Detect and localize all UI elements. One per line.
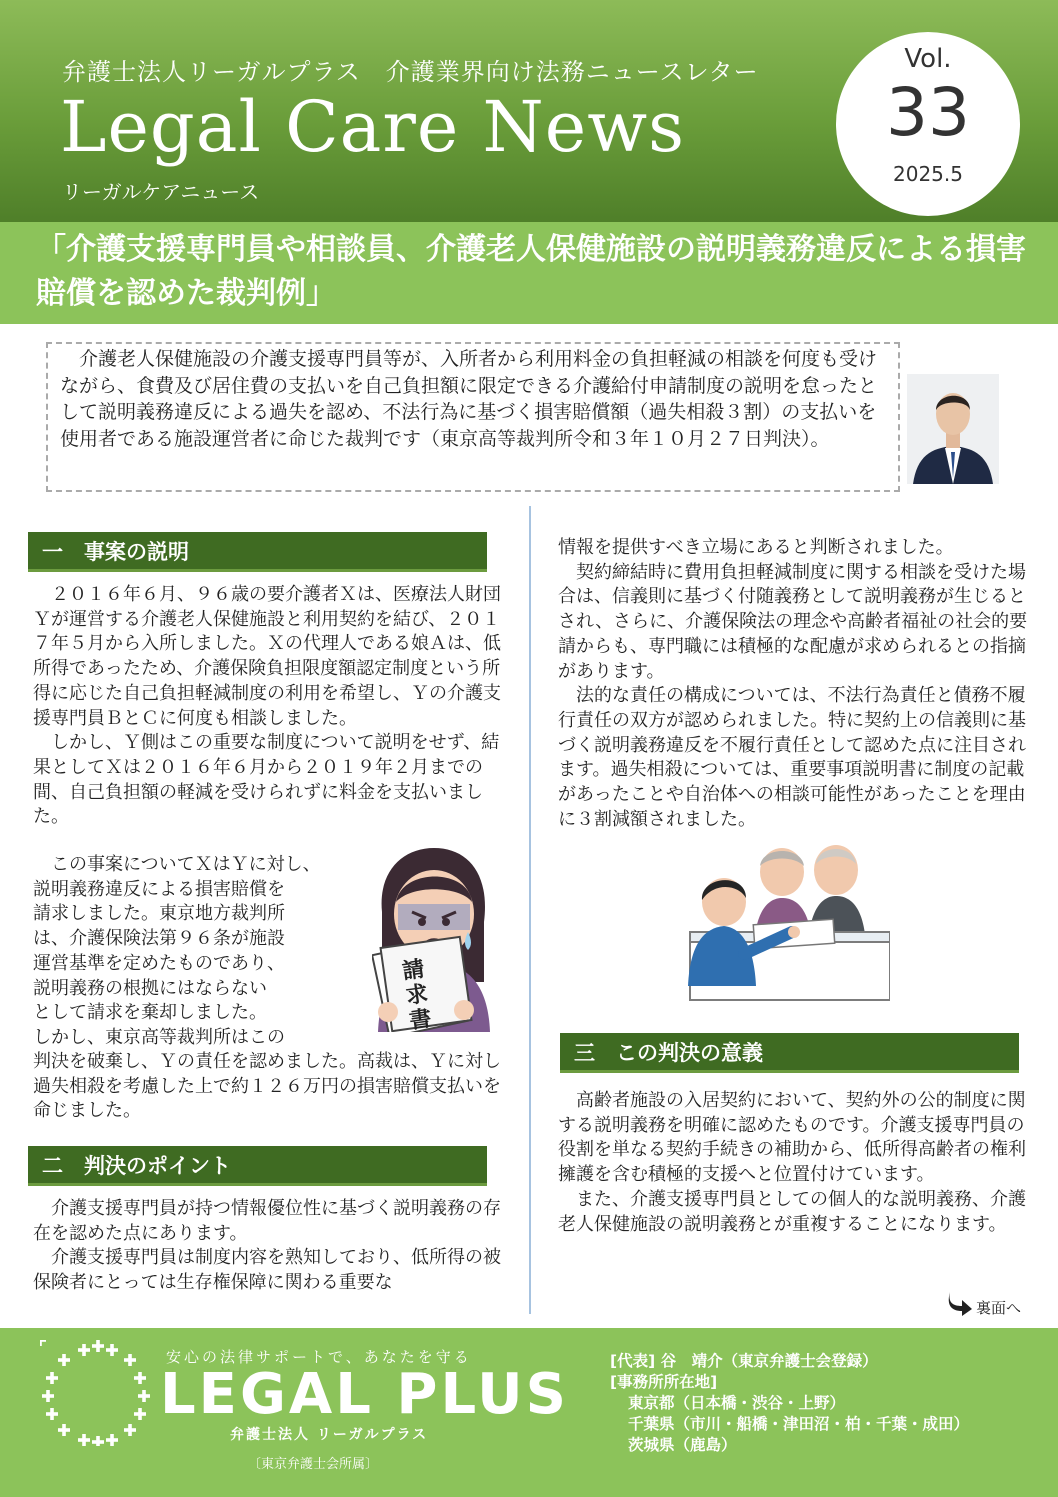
section-3-heading: 三 この判決の意義: [560, 1033, 1019, 1073]
section-1-paragraph-1: ２０１６年６月、９６歳の要介護者Ｘは、医療法人財団Ｙが運営する介護老人保健施設と利用契約を結び、２０１７年５月から入所しました。Ｘの代理人である娘Ａは、低所得であったため、介護保険負担限度額認定制度という所得に応じた自己負担軽減制度の利用を希望し、Ｙの介護支援専門員ＢとＣに何度も相談しました。: [33, 584, 501, 729]
office-location: 千葉県（市川・船橋・津田沼・柏・千葉・成田）: [628, 1415, 970, 1433]
volume-label: Vol.: [904, 44, 952, 74]
legal-plus-logo-mark-icon: [40, 1340, 152, 1446]
claim-illustration: [372, 842, 494, 1035]
section-1-closing: 判決を破棄し、Ｙの責任を認めました。高裁は、Ｙに対し過失相殺を考慮した上で約１２６万円の損害賠償支払いを命じました。: [33, 1051, 501, 1122]
section-2-paragraph-2: 介護支援専門員は制度内容を熟知しており、低所得の被保険者にとっては生存権保障に関わる重要な: [33, 1247, 501, 1294]
section-2-paragraph-3: 契約締結時に費用負担軽減制度に関する相談を受けた場合は、信義則に基づく付随義務として説明義務が生じるとされ、さらに、介護保険法の理念や高齢者福祉の社会的要請からも、専門職には積極的な配慮が求められるとの指摘があります。: [558, 561, 1028, 682]
section-1-line: 運営基準を定めたものであり、: [33, 952, 285, 974]
lawyer-portrait: [907, 374, 999, 484]
section-1-line: 説明義務違反による損害賠償を: [33, 878, 285, 900]
section-2-body: [33, 1197, 505, 1296]
section-1-body: [33, 583, 505, 830]
issue-date: 2025.5: [893, 162, 963, 186]
next-page-label: 裏面へ: [976, 1299, 1022, 1317]
volume-badge: [836, 32, 1020, 216]
section-3-body: [558, 1089, 1034, 1237]
footer-tagline: 安心の法律サポートで、あなたを守る: [166, 1348, 472, 1366]
consultation-illustration: [684, 836, 890, 1008]
footer-bar-association-note: 〔東京弁護士会所属〕: [248, 1457, 379, 1472]
section-2-continued: [558, 536, 1034, 832]
section-3-paragraph-2: また、介護支援専門員としての個人的な説明義務、介護老人保健施設の説明義務とが重複することになります。: [558, 1188, 1026, 1235]
office-location: 茨城県（鹿島）: [628, 1436, 737, 1454]
footer-logo-subtitle: 弁護士法人 リーガルプラス: [230, 1427, 429, 1443]
headline: 「介護支援専門員や相談員、介護老人保健施設の説明義務違反による損害賠償を認めた裁判例」: [36, 232, 1026, 311]
newsletter-subtitle: 弁護士法人リーガルプラス 介護業界向け法務ニュースレター: [62, 58, 759, 86]
claim-document-label: 請 求 書: [400, 956, 434, 1035]
newsletter-title: Legal Care News: [60, 86, 686, 168]
section-3-paragraph-1: 高齢者施設の入居契約において、契約外の公的制度に関する説明義務を明確に認めたものです。介護支援専門員の役割を単なる契約手続きの補助から、低所得高齢者の権利擁護を含む積極的支援へと位置付けています。: [558, 1090, 1026, 1186]
section-1-heading: 一 事案の説明: [28, 532, 487, 572]
section-1-line: 説明義務の根拠にはならない: [33, 977, 267, 999]
representative: [代表] 谷 靖介（東京弁護士会登録）: [610, 1352, 878, 1370]
section-1-line: は、介護保険法第９６条が施設: [33, 928, 285, 950]
section-2-heading: 二 判決のポイント: [28, 1146, 487, 1186]
section-1-wrapped-text: [33, 853, 363, 1051]
newsletter-title-kana: リーガルケアニュース: [62, 180, 260, 204]
summary-text: 介護老人保健施設の介護支援専門員等が、入所者から利用料金の負担軽減の相談を何度も受けながら、食費及び居住費の支払いを自己負担額に限定できる介護給付申請制度の説明を怠ったとして説明義務違反による過失を認め、不法行為に基づく損害賠償額（過失相殺３割）の支払いを使用者である施設運営者に命じた裁判です（東京高等裁判所令和３年１０月２７日判決）。: [60, 348, 878, 450]
footer-logo-text: LEGAL PLUS: [160, 1362, 569, 1427]
volume-number: 33: [886, 74, 970, 151]
column-divider: [529, 506, 531, 1314]
section-1-paragraph-2: しかし、Ｙ側はこの重要な制度について説明をせず、結果としてＸは２０１６年６月から２０１９年２月までの間、自己負担額の軽減を受けられずに料金を支払いました。: [33, 732, 500, 828]
section-1-line: 請求しました。東京地方裁判所: [33, 903, 285, 925]
office-info: [610, 1351, 969, 1456]
section-1-line: として請求を棄却しました。: [33, 1002, 267, 1024]
section-1-line: しかし、東京高等裁判所はこの: [33, 1026, 285, 1048]
section-2-paragraph-4: 法的な責任の構成については、不法行為責任と債務不履行責任の双方が認められました。特に契約上の信義則に基づく説明義務違反を不履行責任として認めた点に注目されます。過失相殺については、重要事項説明書に制度の記載があったことや自治体への相談可能性があったことを理由に３割減額されました。: [558, 685, 1026, 830]
office-location-label: [事務所所在地]: [610, 1373, 718, 1391]
turn-page-arrow-icon: [946, 1290, 974, 1316]
office-location: 東京都（日本橋・渋谷・上野）: [628, 1394, 846, 1412]
section-2-paragraph-2-continued: 情報を提供すべき立場にあると判断されました。: [558, 537, 954, 558]
section-2-paragraph-1: 介護支援専門員が持つ情報優位性に基づく説明義務の存在を認めた点にあります。: [33, 1198, 501, 1244]
section-1-line: この事案についてＸはＹに対し、: [51, 854, 321, 875]
